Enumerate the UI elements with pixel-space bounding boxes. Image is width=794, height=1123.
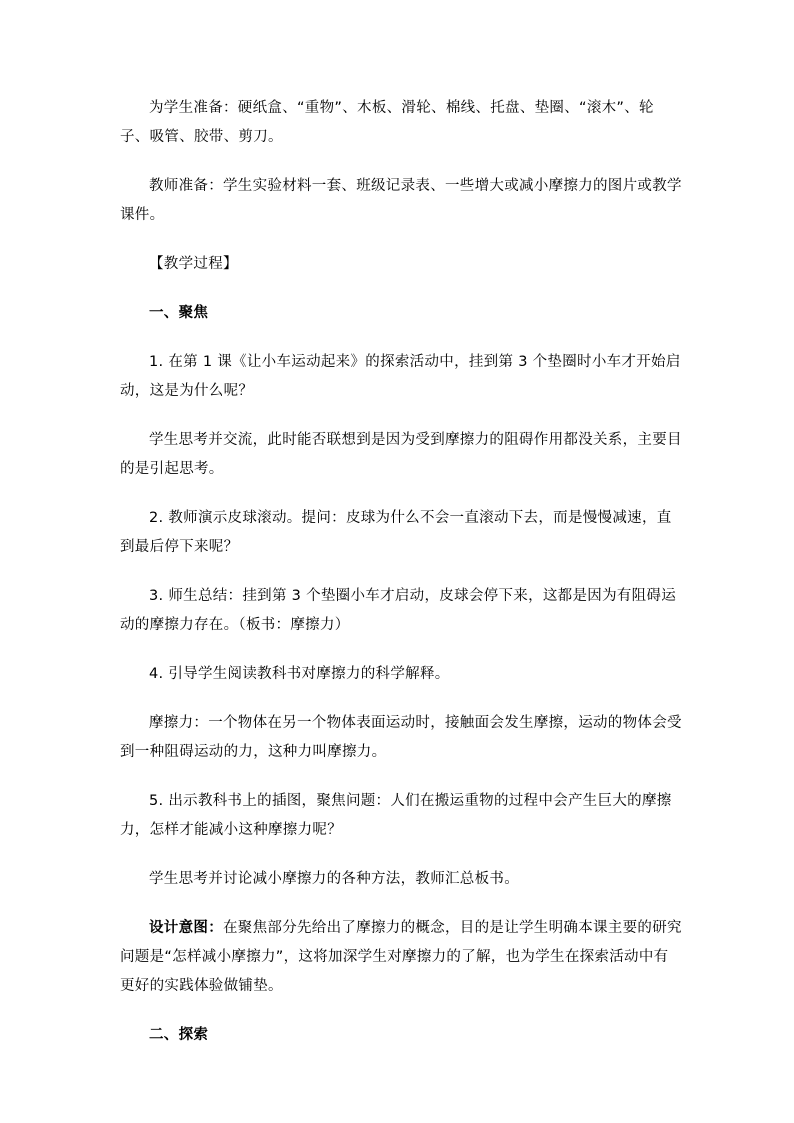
document-page [120, 94, 682, 1070]
paragraph-friction-definition: 摩擦力：一个物体在另一个物体表面运动时，接触面会发生摩擦，运动的物体会受到一种阻碍运动的力，这种力叫摩擦力。 [120, 715, 682, 760]
design-intent-text: 在聚焦部分先给出了摩擦力的概念，目的是让学生明确本课主要的研究问题是“怎样减小摩擦力”，这将加深学生对摩擦力的了解，也为学生在探索活动中有更好的实践体验做铺垫。 [120, 920, 682, 994]
paragraph-focus-5-note: 学生思考并讨论减小摩擦力的各种方法，教师汇总板书。 [149, 871, 519, 887]
design-intent-label: 设计意图： [149, 920, 223, 936]
paragraph-focus-2: 2. 教师演示皮球滚动。提问：皮球为什么不会一直滚动下去，而是慢慢减速，直到最后停下来呢？ [120, 510, 672, 555]
paragraph-design-intent [120, 914, 682, 1001]
paragraph-focus-1-note: 学生思考并交流，此时能否联想到是因为受到摩擦力的阻碍作用都没关系，主要目的是引起思考。 [120, 432, 682, 477]
paragraph-focus-3: 3. 师生总结：挂到第 3 个垫圈小车才启动，皮球会停下来，这都是因为有阻碍运动的摩擦力存在。（板书：摩擦力） [120, 588, 677, 633]
paragraph-focus-4: 4. 引导学生阅读教科书对摩擦力的科学解释。 [149, 666, 450, 682]
paragraph-focus-1: 1. 在第 1 课《让小车运动起来》的探索活动中，挂到第 3 个垫圈时小车才开始启动，这是为什么呢？ [120, 354, 681, 399]
section-heading-teaching-process: 【教学过程】 [149, 256, 238, 272]
section-heading-explore: 二、探索 [149, 1027, 209, 1043]
paragraph-student-materials: 为学生准备：硬纸盒、“重物”、木板、滑轮、棉线、托盘、垫圈、“滚木”、轮子、吸管、胶带、剪刀。 [120, 100, 654, 145]
section-heading-focus: 一、聚焦 [149, 305, 209, 321]
paragraph-teacher-materials: 教师准备：学生实验材料一套、班级记录表、一些增大或减小摩擦力的图片或教学课件。 [120, 178, 682, 223]
paragraph-focus-5: 5. 出示教科书上的插图，聚焦问题：人们在搬运重物的过程中会产生巨大的摩擦力，怎样才能减小这种摩擦力呢？ [120, 793, 672, 838]
